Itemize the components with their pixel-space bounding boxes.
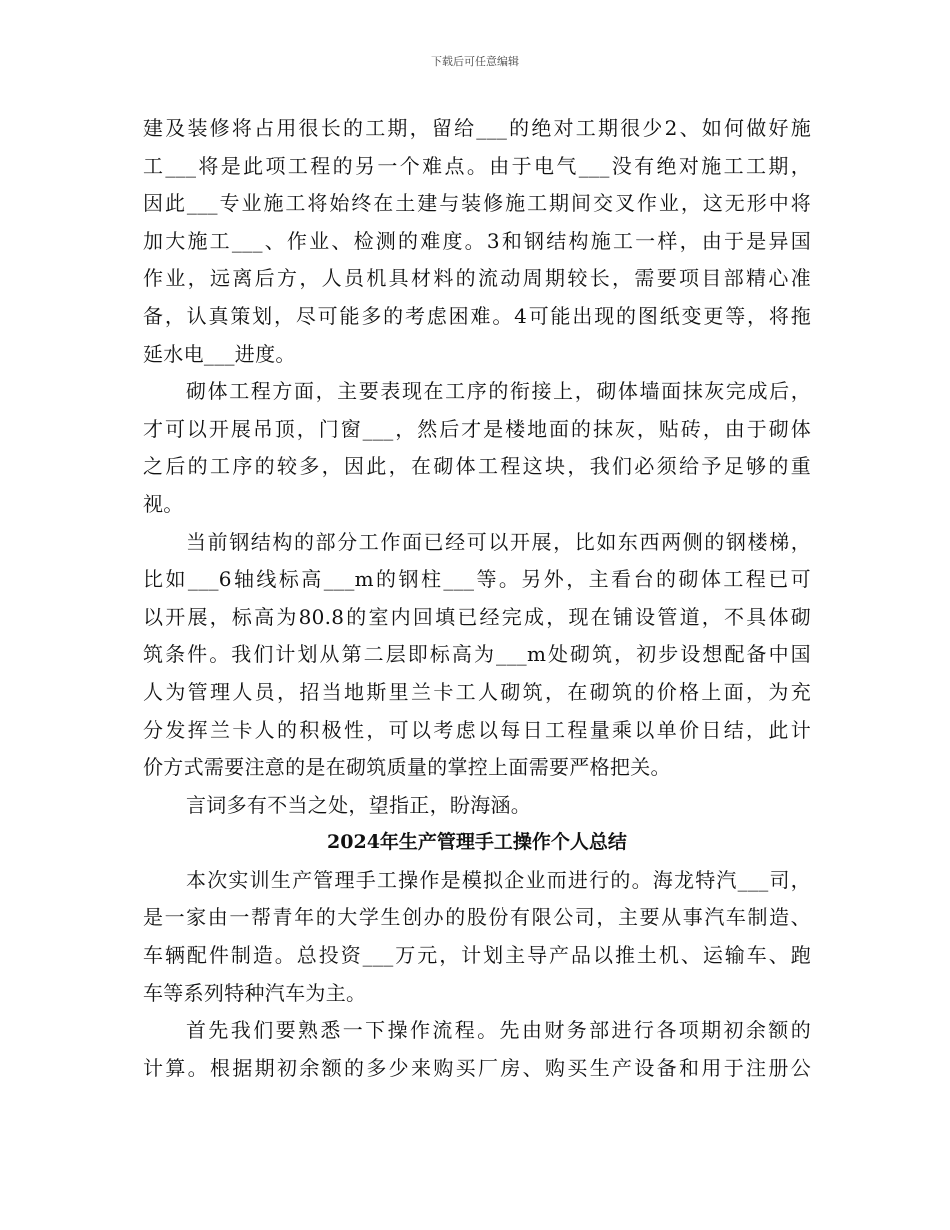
text-line: 本次实训生产管理手工操作是模拟企业而进行的。海龙特汽___司， bbox=[186, 867, 811, 892]
text-line: 价方式需要注意的是在砌筑质量的掌控上面需要严格把关。 bbox=[143, 755, 671, 780]
paragraph bbox=[143, 787, 811, 825]
text-line: 车辆配件制造。总投资___万元，计划主导产品以推土机、运输车、跑 bbox=[143, 943, 811, 968]
text-line: 车等系列特种汽车为主。 bbox=[143, 980, 367, 1005]
text-line: 言词多有不当之处，望指正，盼海涵。 bbox=[186, 792, 532, 817]
text-line: 作业，远离后方，人员机具材料的流动周期较长，需要项目部精心准 bbox=[143, 266, 811, 291]
text-line: 首先我们要熟悉一下操作流程。先由财务部进行各项期初余额的 bbox=[186, 1018, 811, 1043]
text-line: 建及装修将占用很长的工期，留给___的绝对工期很少2、如何做好施 bbox=[143, 116, 811, 140]
text-line: 才可以开展吊顶，门窗___，然后才是楼地面的抹灰，贴砖，由于砌体 bbox=[143, 416, 811, 441]
text-line: 之后的工序的较多，因此，在砌体工程这块，我们必须给予足够的重 bbox=[143, 454, 811, 479]
text-line: 视。 bbox=[143, 491, 184, 516]
text-line: 以开展，标高为80.8的室内回填已经完成，现在铺设管道，不具体砌 bbox=[143, 604, 811, 629]
section-title: 2024年生产管理手工操作个人总结 bbox=[327, 831, 627, 854]
text-line: 延水电___进度。 bbox=[143, 341, 296, 366]
text-line: 当前钢结构的部分工作面已经可以开展，比如东西两侧的钢楼梯， bbox=[186, 529, 811, 554]
text-line: 砌体工程方面，主要表现在工序的衔接上，砌体墙面抹灰完成后， bbox=[186, 379, 811, 404]
text-line: 工___将是此项工程的另一个难点。由于电气___没有绝对施工工期， bbox=[143, 153, 811, 178]
paragraph bbox=[143, 524, 811, 787]
text-line: 比如___6轴线标高___m的钢柱___等。另外，主看台的砌体工程已可 bbox=[143, 567, 811, 592]
text-line: 备，认真策划，尽可能多的考虑困难。4可能出现的图纸变更等，将拖 bbox=[143, 303, 811, 328]
text-line: 筑条件。我们计划从第二层即标高为___m处砌筑，初步设想配备中国 bbox=[143, 642, 811, 667]
paragraph bbox=[143, 862, 811, 1012]
page-header: 下载后可任意编辑 bbox=[431, 55, 519, 68]
paragraph bbox=[143, 373, 811, 523]
paragraph bbox=[143, 1012, 811, 1087]
text-line: 加大施工___、作业、检测的难度。3和钢结构施工一样，由于是异国 bbox=[143, 228, 811, 253]
text-line: 计算。根据期初余额的多少来购买厂房、购买生产设备和用于注册公 bbox=[143, 1055, 811, 1080]
text-line: 因此___专业施工将始终在土建与装修施工期间交叉作业，这无形中将 bbox=[143, 191, 811, 216]
document-body bbox=[143, 110, 811, 1087]
paragraph bbox=[143, 110, 811, 373]
text-line: 人为管理人员，招当地斯里兰卡工人砌筑，在砌筑的价格上面，为充 bbox=[143, 679, 811, 704]
text-line: 分发挥兰卡人的积极性，可以考虑以每日工程量乘以单价日结，此计 bbox=[143, 717, 811, 742]
text-line: 是一家由一帮青年的大学生创办的股份有限公司，主要从事汽车制造、 bbox=[143, 905, 811, 930]
